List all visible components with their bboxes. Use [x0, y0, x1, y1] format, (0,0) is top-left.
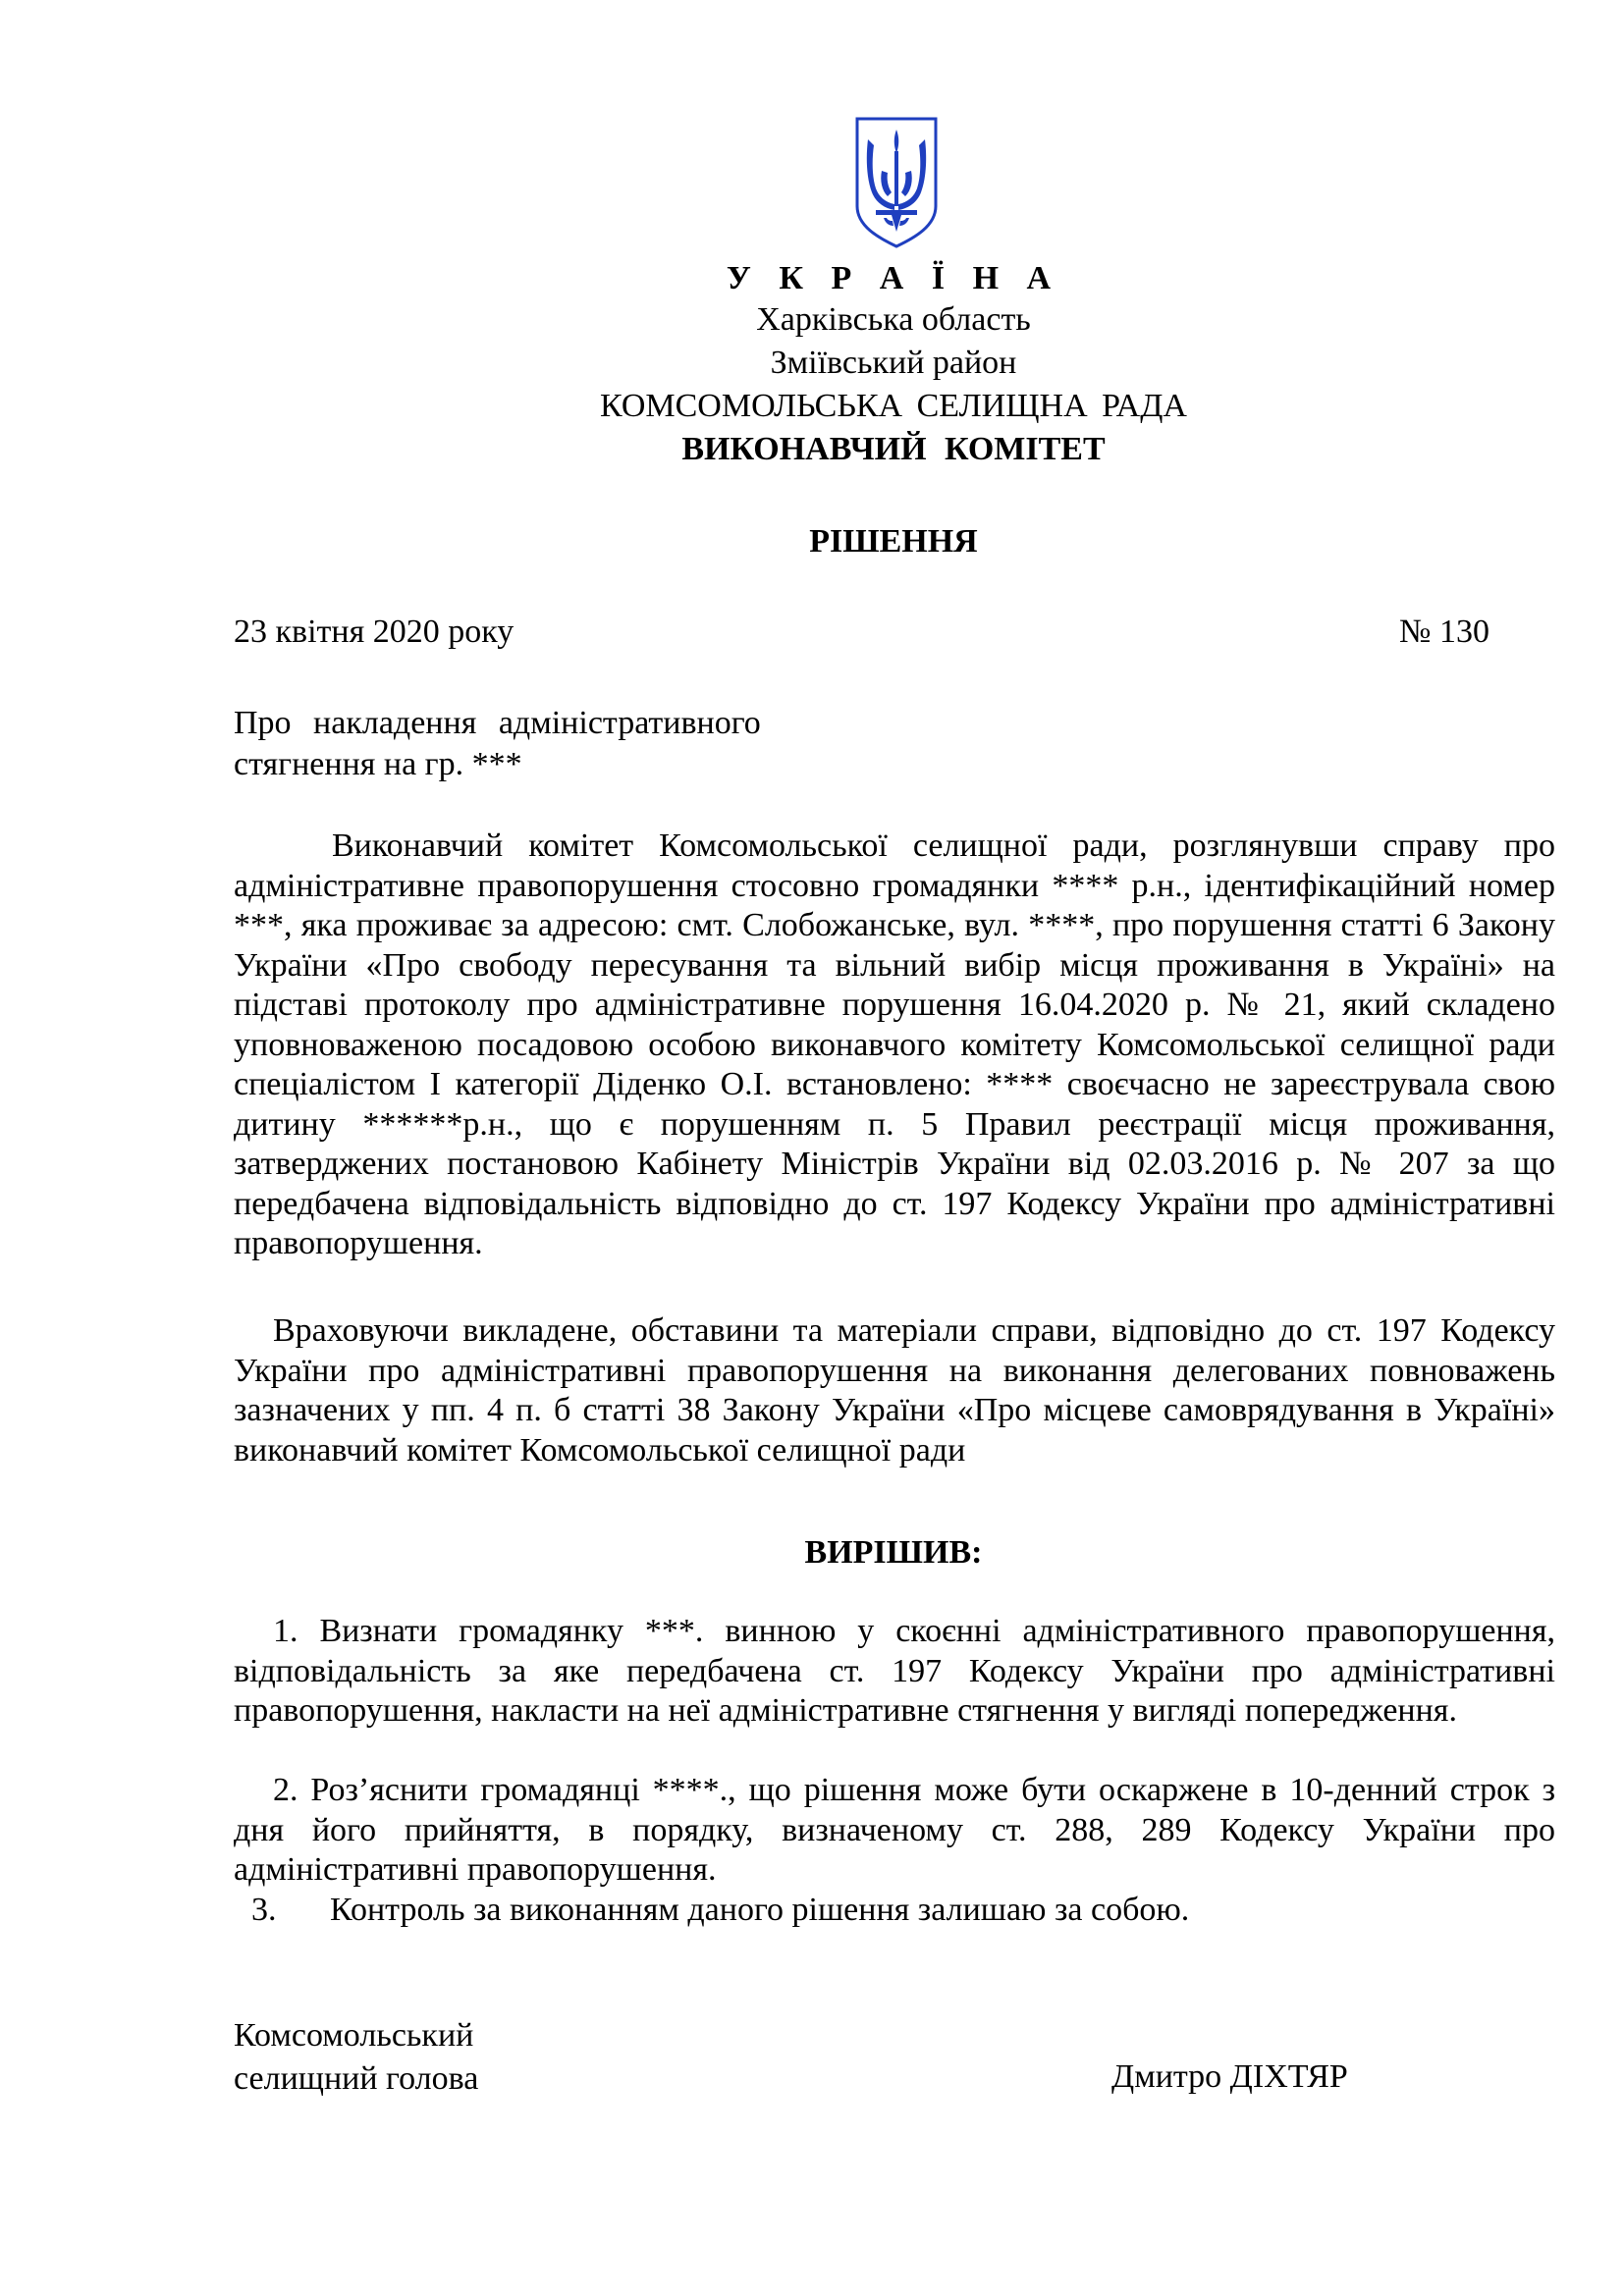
decision-number: № 130 [1399, 614, 1489, 650]
signatory-title-line-1: Комсомольський [234, 2017, 474, 2054]
body-paragraph-1: Виконавчий комітет Комсомольської селищної ради, розглянувши справу про адміністративне правопорушення стосовно громадянки **** р.н., ідентифікаційний номер ***, яка проживає за адресою: смт. Слобожанське, вул. ****, про порушення статті 6 Закону України «Про свободу пересування та вільний вибір місця проживання в Україні» на підставі протоколу про адміністративне порушення 16.04.2020 р. № 21, який складено уповноваженою посадовою особою виконавчого комітету Комсомольської селищної ради спеціалістом І категорії Діденко О.І. встановлено: **** своєчасно не зареєструвала свою дитину ******р.н., що є порушенням п. 5 Правил реєстрації місця проживання, затверджених постановою Кабінету Міністрів України від 02.03.2016 р. № 207 за що передбачена відповідальність відповідно до ст. 197 Кодексу України про адміністративні правопорушення. [234, 828, 1555, 1261]
signatory-title [234, 2014, 478, 2101]
resolution-item [234, 1771, 1555, 1891]
region-name: Харківська область [756, 301, 1031, 338]
decision-date: 23 квітня 2020 року [234, 614, 514, 650]
country-name: У К Р А Ї Н А [726, 260, 1061, 296]
district-name: Зміївський район [770, 345, 1017, 381]
body-paragraph-2: Враховуючи викладене, обставини та матеріали справи, відповідно до ст. 197 Кодексу України про адміністративні правопорушення на виконання делегованих повноважень зазначених у пп. 4 п. б статті 38 Закону України «Про місцеве самоврядування в Україні» виконавчий комітет Комсомольської селищної ради [234, 1312, 1555, 1468]
committee-name: ВИКОНАВЧИЙ КОМІТЕТ [681, 431, 1106, 467]
resolution-item-number: 1. [273, 1613, 298, 1649]
decision-subject [234, 703, 862, 785]
signatory-name: Дмитро ДІХТЯР [1111, 2058, 1348, 2095]
resolution-item [234, 1612, 1555, 1732]
document-type-heading: РІШЕННЯ [809, 523, 978, 560]
signatory-title-line-2: селищний голова [234, 2060, 479, 2097]
trident-coat-of-arms-icon [854, 116, 939, 249]
subject-line-2: стягнення на гр. *** [234, 746, 522, 782]
resolution-item-number: 3. [251, 1892, 277, 1928]
subject-line-1: Про накладення адміністративного [234, 705, 761, 741]
resolution-heading: ВИРІШИВ: [804, 1534, 983, 1571]
resolution-item-number: 2. [273, 1772, 298, 1808]
resolution-item-text: Визнати громадянку ***. винною у скоєнні адміністративного правопорушення, відповідальність за яке передбачена ст. 197 Кодексу України про адміністративні правопорушення, накласти на неї адміністративне стягнення у вигляді попередження. [234, 1613, 1556, 1729]
council-name: КОМСОМОЛЬСЬКА СЕЛИЩНА РАДА [600, 388, 1187, 424]
resolution-item-text: Контроль за виконанням даного рішення залишаю за собою. [330, 1892, 1190, 1928]
resolution-item-text: Роз’яснити громадянці ****., що рішення може бути оскаржене в 10-денний строк з дня його прийняття, в порядку, визначеному ст. 288, 289 Кодексу України про адміністративні правопорушення. [234, 1772, 1555, 1888]
resolution-item [251, 1891, 1430, 1931]
